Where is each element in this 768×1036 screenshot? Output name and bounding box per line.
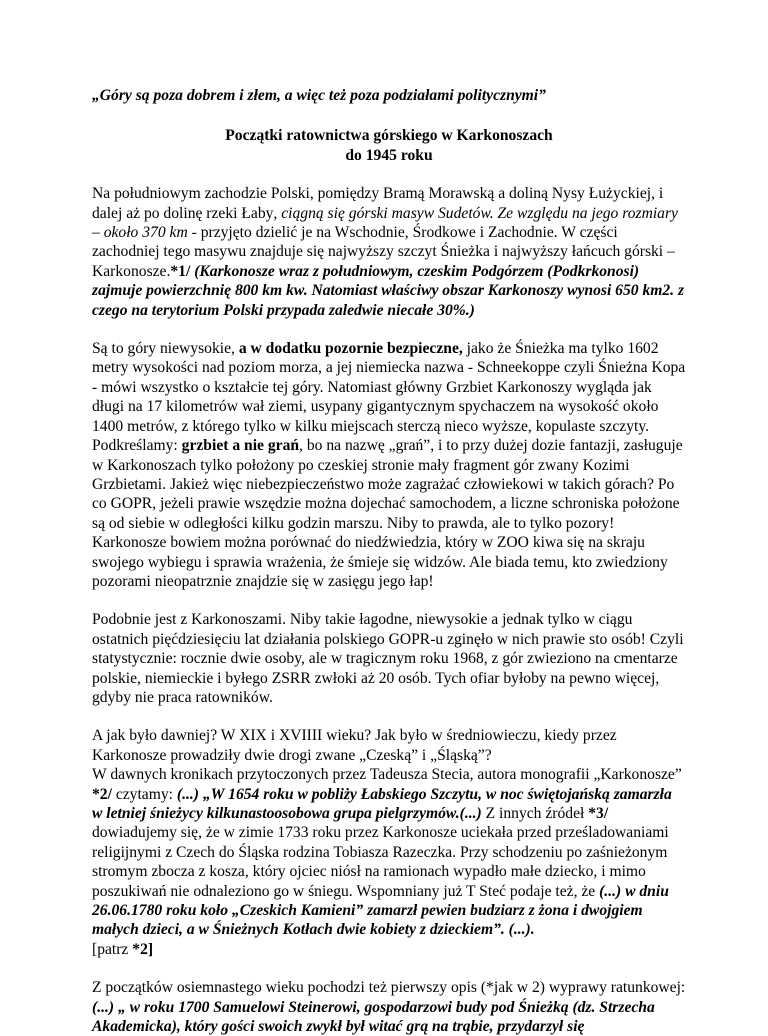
p5-quote: (...) „ w roku 1700 Samuelowi Steinerowi, gospodarzowi budy pod Śnieżką (dz. Strzecha Akademicka), który gości swoich zwykł był witać grą na trąbie, przydarzył się: [92, 998, 655, 1036]
p1-footnote-text: (Karkonosze wraz z południowym, czeskim Podgórzem (Podkrkonosi) zajmuje powierzchnię 800 km kw. Natomiast właściwy obszar Karkonoszy wynosi 650 km2. z czego na terytorium Polski przypada zaledwie niecałe 30%.): [92, 262, 685, 319]
p4-quote-1: (...) „W 1654 roku w pobliży Łabskiego Szczytu, w noc świętojańską zamarzła w letniej śnieżycy kilkunastoosobowa grupa pielgrzymów.(...): [92, 785, 672, 822]
footnote-ref-4: *2]: [132, 940, 154, 958]
title-line-1: Początki ratownictwa górskiego w Karkonoszach: [225, 127, 553, 145]
document-title: [92, 126, 686, 165]
paragraph-5: [92, 978, 686, 1036]
footnote-ref-3: *3/: [588, 805, 609, 822]
footnote-ref-2: *2/: [92, 785, 112, 803]
paragraph-2: [92, 339, 686, 591]
epigraph: „Góry są poza dobrem i złem, a więc też poza podziałami politycznymi”: [92, 87, 546, 104]
p4-quote-2: (...) w dniu 26.06.1780 roku koło „Czeskich Kamieni” zamarzł pewien budziarz z żona i dwojgiem małych dzieci, a w Śnieżnych Kotłach dwie kobiety z dzieckiem”. (...).: [92, 882, 669, 939]
p4-text-b: W dawnych kronikach przytoczonych przez Tadeusza Stecia, autora monografii „Karkonosze”: [92, 766, 682, 784]
p2-text-a: Są to góry niewysokie,: [92, 340, 239, 358]
p2-emphasis-2: grzbiet a nie grań: [181, 437, 300, 455]
p1-text-a: Na południowym zachodzie Polski, pomiędzy Bramą Morawską a doliną Nysy Łużyckiej, i dalej aż po dolinę rzeki Łaby: [92, 185, 664, 222]
p1-text-c: - przyjęto dzielić je na Wschodnie, Środkowe i Zachodnie. W części zachodniej tego masywu znajduje się najwyższy szczyt Śnieżka i najwyższy łańcuch górski – Karkonosze.: [92, 224, 675, 280]
p4-text-e: dowiadujemy się, że w zimie 1733 roku przez Karkonosze uciekała przed prześladowaniami religijnymi z Czech do Śląska rodzina Tobiasza Razeczka. Przy schodzeniu po zaśnieżonym stromym zbocza z kosza, który ojciec niósł na ramionach wypadło małe dziecko, i mimo poszukiwań nie odnaleziono go w śniegu. Wspomniany już T Steć podaje też, że: [92, 824, 669, 900]
p4-text-c: czytamy:: [111, 785, 177, 803]
p4-text-d: Z innych źródeł: [481, 805, 589, 822]
p1-text-b: , ciągną się górski masyw Sudetów. Ze względu na jego rozmiary –: [92, 204, 678, 242]
footnote-ref-1: *1/: [170, 262, 191, 280]
p4-text-f: [patrz: [92, 940, 133, 958]
paragraph-3: Podobnie jest z Karkonoszami. Niby takie łagodne, niewysokie a jednak tylko w ciągu ostatnich pięćdziesięciu lat działania polskiego GOPR-u zginęło w nich prawie sto osób! Czyli statystycznie: rocznie dwie osoby, ale w tragicznym roku 1968, z gór zwieziono na cmentarze polskie, niemieckie i byłego ZSRR zwłoki aż 20 osób. Tych ofiar byłoby na pewno więcej, gdyby nie praca ratowników.: [92, 611, 684, 706]
p1-distance: około 370 km: [103, 224, 188, 242]
p5-text-a: Z początków osiemnastego wieku pochodzi też pierwszy opis (*jak w 2) wyprawy ratunkowej:: [92, 979, 686, 997]
paragraph-4: [92, 726, 686, 959]
p2-text-c: , bo na nazwę „grań”, i to przy dużej dozie fantazji, zasługuje w Karkonoszach tylko położony po czeskiej stronie mały fragment gór zwany Kozimi Grzbietami. Jakież więc niebezpieczeństwo może zagrażać człowiekowi w takich górach? Po co GOPR, jeżeli prawie wszędzie można dojechać samochodem, a liczne schroniska położone są od siebie w odległości kilku godzin marszu. Niby to prawda, ale to tylko pozory! Karkonosze bowiem można porównać do niedźwiedzia, który w ZOO kiwa się na skraju swojego wybiegu i sprawia wrażenia, że śmieje się widzów. Ale biada temu, kto zwiedziony pozorami nieopatrznie znajdzie się w zasięgu jego łap!: [92, 437, 683, 590]
p2-text-b: jako że Śnieżka ma tylko 1602 metry wysokości nad poziom morza, a jej niemiecka nazwa - Schneekoppe czyli Śnieżna Kopa - mówi wszystko o kształcie tej góry. Natomiast główny Grzbiet Karkonoszy wygląda jak długi na 17 kilometrów wał ziemi, usypany gigantycznym spychaczem na wysokość około 1400 metrów, z którego tylko w kilku miejscach sterczą nieco wyższe, kopulaste szczyty. Podkreślamy:: [92, 340, 686, 455]
title-line-2: do 1945 roku: [345, 146, 433, 164]
p4-text-a: A jak było dawniej? W XIX i XVIIII wieku? Jak było w średniowieczu, kiedy przez Karkonosze prowadziły dwie drogi zwane „Czeską” i „Śląską”?: [92, 727, 617, 764]
p2-emphasis-1: a w dodatku pozornie bezpieczne,: [238, 340, 463, 358]
paragraph-1: [92, 184, 686, 320]
